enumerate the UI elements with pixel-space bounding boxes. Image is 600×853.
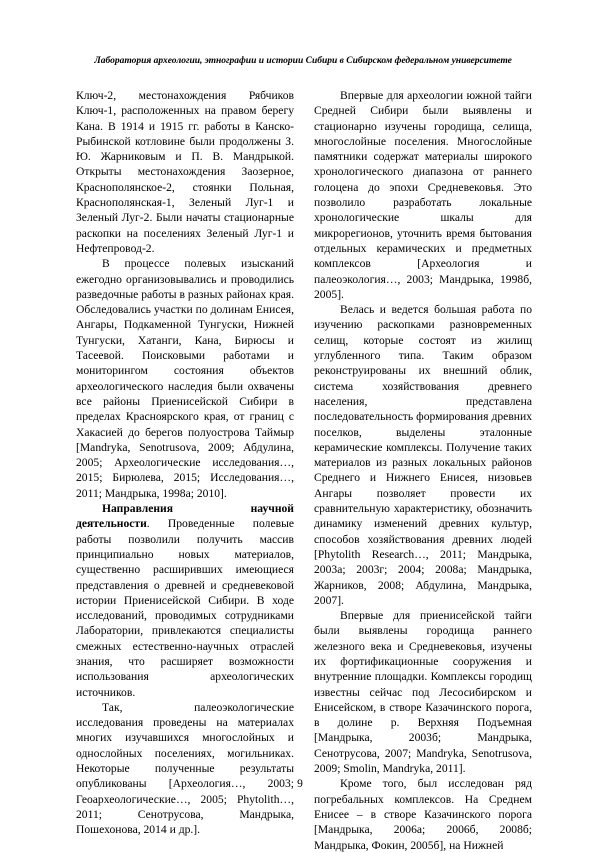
paragraph: Впервые для археологии южной тайги Средней Сибири были выявлены и стационарно изучены городища, селища, многослойные поселения. Многослойные памятники содержат материалы широкого хронологического диапазона от раннего голоцена до эпохи Средневековья. Это позволило разработать локальные хронологические шкалы для микрорегионов, уточнить время бытования отдельных керамических и предметных комплексов [Археология и палеоэкология…, 2003; Мандрыка, 1998б, 2005]. [314,89,532,301]
paragraph: Ключ-2, местонахождения Рябчиков Ключ-1, расположенных на правом берегу Кана. В 1914 и 1915 гг. работы в Канско-Рыбинской котловине были продолжены З. Ю. Жарниковым и П. В. Мандрыкой. Открыты местонахождения Заозерное, Краснополянское-2, стоянки Польная, Краснополянская-1, Зеленый Луг-1 и Зеленый Луг-2. Были начаты стационарные раскопки на поселениях Зеленый Луг-1 и Нефтепровод-2. [76,89,294,255]
paragraph-directions [76,501,294,700]
paragraph: Так, палеоэкологические исследования проведены на материалах многих изучавшихся многослойных и однослойных поселениях, могильниках. Некоторые полученные результаты опубликованы [Археология…, 2003; Геоархеологические…, 2005; Phytolith…, 2011; Сенотрусова, Мандрыка, Пошехонова, 2014 и др.]. [76,700,294,837]
paragraph-text: . Проведенные полевые работы позволили получить массив принципиально новых материалов, существенно расширивших имеющиеся представления о древней и средневековой истории Приенисейской Сибири. В ходе исследований, проводимых сотрудниками Лаборатории, привлекаются специалисты смежных естественно-научных отраслей знания, что расширяет возможности использования археологических источников. [76,517,294,699]
running-header: Лаборатория археологии, этнографии и истории Сибири в Сибирском федеральном университете [94,56,512,66]
paragraph: Велась и ведется большая работа по изучению раскопками разновременных селищ, которые состоят из жилищ углубленного типа. Таким образом реконструированы их внешний облик, система хозяйствования древнего населения, представлена последовательность формирования древних поселков, выделены эталонные керамические комплексы. Получение таких материалов из разных локальных районов Среднего и Нижнего Енисея, низовьев Ангары позволяет провести их сравнительную характеристику, обозначить динамику изменений древних культур, способов хозяйствования древних людей [Phytolith Research…, 2011; Мандрыка, 2003а; 2003г; 2004; 2008а; Мандрыка, Жарников, 2008; Абдулина, Мандрыка, 2007]. [314,303,532,607]
paragraph: Впервые для приенисейской тайги были выявлены городища раннего железного века и Средневековья, изучены их фортификационные сооружения и внутренние площадки. Комплексы городищ известны сейчас под Лесосибирском и Енисейском, в створе Казачинского порога, в долине р. Верхняя Подъемная [Мандрыка, 2003б; Мандрыка, Сенотрусова, 2007; Mandryka, Senotrusova, 2009; Smolin, Mandryka, 2011]. [314,609,532,776]
paragraph: Кроме того, был исследован ряд погребальных комплексов. На Среднем Енисее – в створе Казачинского порога [Мандрыка, 2006а; 2006б, 2008б; Мандрыка, Фокин, 2005б], на Нижней [314,777,532,852]
section-heading: Направления научной деятельности [76,502,294,531]
paragraph: В процессе полевых изысканий ежегодно организовывались и проводились разведочные работы в разных районах края. Обследовались участки по долинам Енисея, Ангары, Подкаменной Тунгуски, Нижней Тунгуски, Хатанги, Кана, Бирюсы и Тасеевой. Поисковыми работами и мониторингом состояния объектов археологического наследия были охвачены все районы Приенисейской Сибири в пределах Красноярского края, от границ с Хакасией до берегов полуострова Таймыр [Mandryka, Senotrusova, 2009; Абдулина, 2005; Археологические исследования…, 2015; Бирюлева, 2015; Исследования…, 2011; Мандрыка, 1998а; 2010]. [76,257,294,500]
page-number: 9 [297,778,303,790]
right-column [314,88,532,853]
left-column [76,88,294,838]
